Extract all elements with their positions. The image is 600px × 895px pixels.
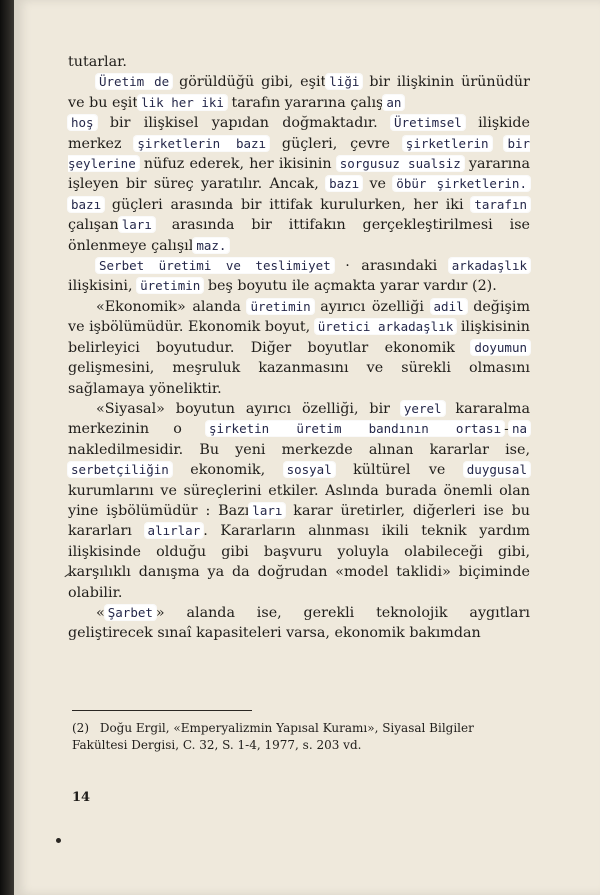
- footnote-rule: [72, 710, 252, 711]
- printed-text: . Kararların alınması ikili teknik yardım ilişkisinde olduğu gibi başvuru yoluyla olabileceği gibi, karşılıklı danışma ya da doğrudan «model taklidi» biçiminde olabilir.: [68, 523, 530, 601]
- typed-correction-patch: duygusal: [464, 462, 530, 477]
- typed-correction-patch: lik her iki: [138, 95, 227, 110]
- printed-text: «Siyasal» boyutun ayırıcı özelliği, bir: [96, 400, 401, 417]
- typed-correction-patch: üretici arkadaşlık: [315, 319, 456, 334]
- typed-correction-patch: hoş: [68, 115, 97, 130]
- typed-correction-patch: sosyal: [284, 462, 335, 477]
- printed-text: «: [96, 604, 105, 621]
- printed-text: karar üretirler, diğerleri ise bu kararları: [68, 502, 530, 540]
- printed-text: yararına işleyen bir süreç yaratılır. Ancak,: [68, 156, 530, 193]
- printed-text: nüfuz ederek, her ikisinin: [138, 156, 337, 173]
- printed-text: ve: [362, 176, 394, 193]
- typed-correction-patch: yerel: [401, 401, 445, 416]
- typed-correction-patch: serbetçiliğin: [68, 462, 172, 477]
- typed-correction-patch: şirketlerin: [403, 136, 492, 151]
- printed-text: ilişkisinin belirleyici boyutudur. Diğer boyutlar ekonomik: [68, 319, 531, 356]
- printed-text: bir ilişkisel yapıdan doğmaktadır.: [96, 115, 392, 132]
- footnote: [72, 720, 524, 753]
- printed-text: beş boyutu ile açmakta yarar vardır (2).: [203, 278, 497, 295]
- main-text: [68, 52, 530, 644]
- typed-correction-patch: şirketin üretim bandının ortası: [206, 421, 504, 436]
- printed-text: güçleri, çevre: [269, 135, 403, 152]
- typed-correction-patch: bir şeylerine: [68, 135, 531, 172]
- paragraph-4: [68, 399, 530, 603]
- book-spine-shadow: [0, 0, 14, 895]
- typed-correction-patch: üretimin: [247, 299, 313, 314]
- printed-text: · arasındaki: [333, 258, 449, 275]
- typed-correction-patch: Üretim de: [96, 74, 172, 89]
- line-tutarlar: tutarlar.: [68, 54, 127, 70]
- printed-text: nakledilmesidir. Bu yeni merkezde alınan kararlar ise,: [68, 441, 530, 458]
- printed-text: » alanda ise, gerekli teknolojik aygıtları geliştirecek sınaî kapasiteleri varsa, ekonomik bakımdan: [68, 604, 530, 642]
- typed-correction-patch: ları: [249, 503, 285, 518]
- paragraph-5: [68, 603, 530, 644]
- typed-correction-patch: sorgusuz sualsiz: [337, 156, 464, 171]
- typed-correction-patch: ları: [119, 217, 155, 232]
- typed-correction-patch: liği: [326, 74, 362, 89]
- typed-correction-patch: bazı: [68, 197, 104, 212]
- typed-correction-patch: öbür şirketlerin.: [393, 176, 530, 191]
- printed-text: gelişmesini, meşruluk kazanmasını ve sürekli olmasını sağlamaya yöneliktir.: [68, 360, 530, 397]
- printed-text: kararalma merkezinin o: [68, 400, 530, 438]
- typed-correction-patch: an: [383, 95, 404, 110]
- printed-text: tarafın yararına çalış: [226, 94, 384, 111]
- printed-text: kültürel ve: [334, 462, 464, 479]
- printed-text: «Ekonomik» alanda: [96, 298, 248, 315]
- printed-text: [492, 136, 505, 152]
- typed-correction-patch: bazı: [326, 176, 362, 191]
- typed-correction-patch: Şarbet: [105, 605, 156, 620]
- ink-dot: [56, 838, 61, 843]
- footnote-text: Doğu Ergil, «Emperyalizmin Yapısal Kuramı», Siyasal Bilgiler Fakültesi Dergisi, C. 32, S. 1-4, 1977, s. 203 vd.: [72, 721, 474, 752]
- printed-text: ekonomik,: [171, 462, 284, 479]
- printed-text: değişim ve işbölümüdür. Ekonomik boyut,: [68, 298, 530, 336]
- printed-text: -: [504, 421, 509, 438]
- paragraph-1: [68, 72, 530, 113]
- typed-correction-patch: adil: [431, 299, 467, 314]
- page-number: 14: [72, 790, 91, 805]
- typed-correction-patch: arkadaşlık: [449, 258, 530, 273]
- typed-correction-patch: maz.: [193, 238, 229, 253]
- printed-text: ilişkide merkez: [68, 115, 530, 152]
- typed-correction-patch: Serbet üretimi ve teslimiyet: [96, 258, 334, 273]
- paragraph-2: [68, 256, 530, 297]
- paragraph-1b: [68, 113, 530, 256]
- typed-correction-patch: na: [509, 421, 530, 436]
- typed-correction-patch: alırlar: [145, 523, 204, 538]
- typed-correction-patch: Üretimsel: [391, 115, 465, 130]
- typed-correction-patch: tarafın: [471, 197, 530, 212]
- printed-text: bir ilişkinin ürünüdür ve bu eşit: [68, 74, 530, 111]
- footnote-number: (2): [72, 721, 89, 735]
- printed-text: güçleri arasında bir ittifak kurulurken, her iki: [104, 196, 472, 213]
- printed-text: çalışan: [68, 217, 119, 234]
- paragraph-3: [68, 297, 530, 399]
- typed-correction-patch: şirketlerin bazı: [134, 136, 269, 151]
- printed-text: görüldüğü gibi, eşit: [172, 74, 327, 91]
- printed-text: ayırıcı özelliği: [313, 298, 431, 315]
- printed-text: arasında bir ittifakın gerçekleştirilmesi ise önlenmeye çalışıl: [68, 217, 530, 254]
- printed-text: kurumlarını ve süreçlerini etkiler. Aslında burada önemli olan yine işbölümüdür : Bazı: [68, 482, 530, 519]
- typed-correction-patch: doyumun: [471, 340, 530, 355]
- typed-correction-patch: üretimin: [137, 278, 203, 293]
- printed-text: ilişkisini,: [68, 278, 138, 295]
